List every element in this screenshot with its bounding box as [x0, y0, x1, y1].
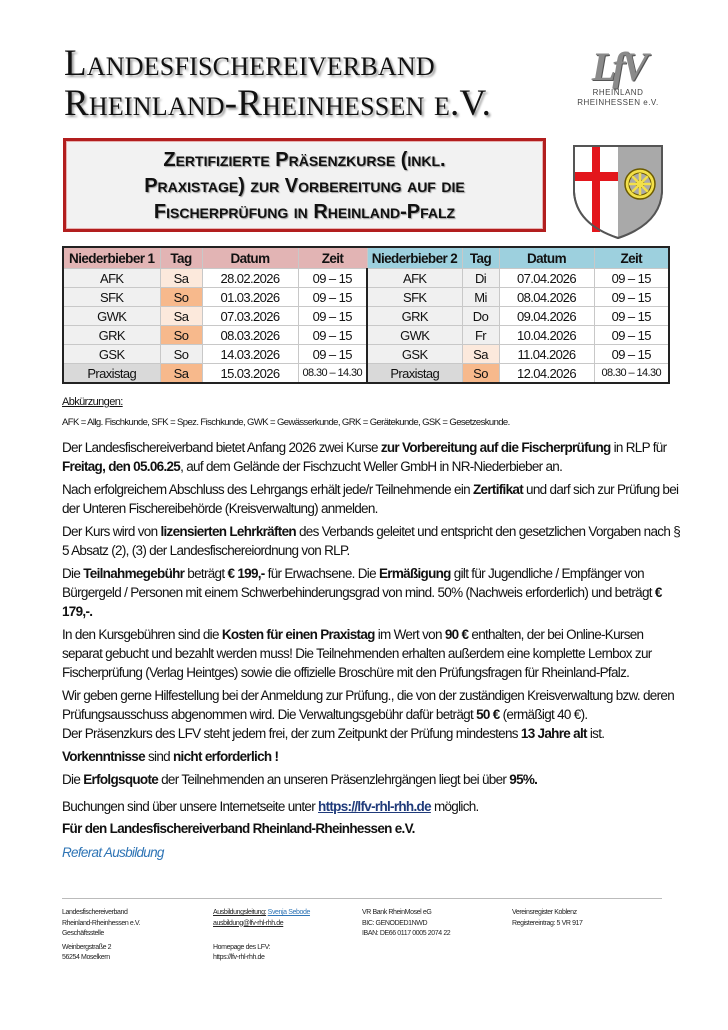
time-cell: 09 – 15 — [594, 326, 669, 345]
course-cell: SFK — [63, 288, 160, 307]
time-cell: 09 – 15 — [594, 288, 669, 307]
time-cell: 09 – 15 — [594, 345, 669, 364]
course-schedule-table — [62, 246, 670, 384]
contact-label: Ausbildungsleitung: — [213, 909, 267, 916]
emphasis: zur Vorbereitung auf die Fischerprüfung — [380, 440, 611, 455]
logo-text-line-2: RHEINHESSEN e.V. — [577, 98, 659, 107]
header-date-1: Datum — [202, 247, 298, 269]
course-cell: GWK — [367, 326, 462, 345]
time-cell: 08.30 – 14.30 — [298, 364, 367, 384]
date-cell: 01.03.2026 — [202, 288, 298, 307]
table-row — [63, 345, 669, 364]
day-cell: So — [160, 288, 202, 307]
day-cell: Fr — [462, 326, 499, 345]
day-cell: So — [160, 345, 202, 364]
day-cell: So — [462, 364, 499, 384]
footer-line: Rheinland-Rheinhessen e.V. — [62, 919, 141, 927]
paragraph-instructors — [62, 522, 682, 560]
text: des Verbands geleitet und entspricht den gesetzlichen Vorgaben nach § 5 Absatz (2), (3) der Landesfischereiordnung von RLP. — [62, 524, 680, 558]
text: für Erwachsene. Die — [264, 566, 379, 581]
footer-line: Geschäftsstelle — [62, 930, 104, 937]
organization-title — [64, 44, 491, 124]
time-cell: 09 – 15 — [594, 269, 669, 288]
emphasis: Teilnahmegebühr — [83, 566, 185, 581]
text: (ermäßigt 40 €). — [499, 707, 588, 722]
day-cell: Mi — [462, 288, 499, 307]
homepage-label: Homepage des LFV: — [213, 943, 271, 951]
emphasis: Freitag, den 05.06.25 — [62, 459, 181, 474]
text: In den Kursgebühren sind die — [62, 627, 222, 642]
bank-bic: BIC: GENODED1NWD — [362, 919, 428, 927]
date-cell: 07.03.2026 — [202, 307, 298, 326]
abbreviations-heading: Abkürzungen: — [62, 396, 123, 408]
emphasis: Erfolgsquote — [83, 772, 159, 787]
header-date-2: Datum — [499, 247, 594, 269]
date-cell: 10.04.2026 — [499, 326, 594, 345]
text: enthalten, der bei Online-Kursen separat gebucht und bezahlt werden muss! Die Teilnehmenden erhalten außerdem eine komplette Lernbox zur Fischerprüfung (Verlag Heintges) sowie die offizielle Broschüre mit den Prüfungsfragen für Rheinland-Pfalz. — [62, 627, 652, 680]
course-cell: GSK — [63, 345, 160, 364]
subtitle-line-2: Praxistage) zur Vorbereitung auf die — [144, 175, 465, 197]
homepage-url: https://lfv-rhl-rhh.de — [213, 954, 265, 961]
emphasis: 90 € — [444, 627, 469, 642]
register-number: Registereintrag: 5 VR 917 — [512, 919, 583, 927]
time-cell: 09 – 15 — [298, 288, 367, 307]
table-header-row — [63, 247, 669, 269]
lfv-logo-mark: LfV — [591, 44, 645, 89]
date-cell: 12.04.2026 — [499, 364, 594, 384]
lfv-logo — [570, 46, 666, 108]
text: Die — [62, 566, 84, 581]
paragraph-age — [62, 724, 682, 743]
text: Buchungen sind über unsere Internetseite unter — [62, 799, 319, 814]
text: und darf sich zur Prüfung bei der Unteren Fischereibehörde (Kreisverwaltung) anmelden. — [62, 482, 679, 516]
day-cell: Sa — [160, 269, 202, 288]
date-cell: 11.04.2026 — [499, 345, 594, 364]
text: Nach erfolgreichem Abschluss des Lehrgangs erhält jede/r Teilnehmende ein — [62, 482, 473, 497]
text: sind — [144, 749, 174, 764]
text: Wir geben gerne Hilfestellung bei der Anmeldung zur Prüfung., die von der zuständigen Kreisverwaltung bzw. deren Prüfungsausschuss abgenommen wird. Die Verwaltungsgebühr dafür beträgt — [62, 688, 675, 722]
table-row — [63, 269, 669, 288]
text: Der Kurs wird von — [62, 524, 161, 539]
footer-divider — [62, 898, 662, 899]
course-cell: AFK — [63, 269, 160, 288]
course-subtitle-box — [63, 138, 546, 232]
bank-name: VR Bank RheinMosel eG — [362, 909, 432, 916]
website-link[interactable]: https://lfv-rhl-rhh.de — [318, 799, 431, 814]
text: Die — [62, 772, 84, 787]
date-cell: 08.03.2026 — [202, 326, 298, 345]
text: , auf dem Gelände der Fischzucht Weller GmbH in NR-Niederbieber an. — [180, 459, 563, 474]
footer-line: Landesfischereiverband — [62, 909, 128, 916]
course-cell: Praxistag — [63, 364, 160, 384]
course-cell: SFK — [367, 288, 462, 307]
emphasis: Vorkenntnisse — [62, 749, 145, 764]
paragraph-certificate — [62, 480, 682, 518]
day-cell: So — [160, 326, 202, 345]
table-row — [63, 326, 669, 345]
day-cell: Sa — [160, 364, 202, 384]
contact-name-link[interactable]: Svenja Sebode — [267, 909, 310, 916]
signature-department: Referat Ausbildung — [62, 845, 164, 860]
course-cell: Praxistag — [367, 364, 462, 384]
paragraph-fees — [62, 564, 682, 621]
logo-text-line-1: RHEINLAND — [592, 88, 644, 97]
date-cell: 28.02.2026 — [202, 269, 298, 288]
paragraph-registration-help — [62, 686, 682, 724]
paragraph-practice-day — [62, 625, 682, 682]
date-cell: 07.04.2026 — [499, 269, 594, 288]
course-cell: GWK — [63, 307, 160, 326]
text: ist. — [586, 726, 605, 741]
table-row — [63, 288, 669, 307]
paragraph-success-rate — [62, 770, 682, 789]
time-cell: 08.30 – 14.30 — [594, 364, 669, 384]
emphasis: lizensierten Lehrkräften — [160, 524, 296, 539]
footer-line: Weinbergstraße 2 — [62, 943, 112, 951]
abbreviations-text: AFK = Allg. Fischkunde, SFK = Spez. Fischkunde, GWK = Gewässerkunde, GRK = Gerätekunde, GSK = Gesetzeskunde. — [62, 417, 510, 428]
paragraph-course-offer — [62, 438, 682, 476]
time-cell: 09 – 15 — [298, 345, 367, 364]
day-cell: Di — [462, 269, 499, 288]
course-cell: GSK — [367, 345, 462, 364]
text: in RLP für — [610, 440, 667, 455]
header-day-2: Tag — [462, 247, 499, 269]
subtitle-line-1: Zertifizierte Präsenzkurse (inkl. — [163, 149, 446, 171]
footer-bank — [362, 908, 450, 940]
time-cell: 09 – 15 — [298, 326, 367, 345]
time-cell: 09 – 15 — [298, 307, 367, 326]
date-cell: 09.04.2026 — [499, 307, 594, 326]
signature-organization: Für den Landesfischereiverband Rheinland-Rheinhessen e.V. — [62, 821, 415, 836]
body-text — [62, 438, 682, 820]
emphasis: 13 Jahre alt — [520, 726, 587, 741]
contact-email-link[interactable]: ausbildung@lfv-rhl-rhh.de — [213, 919, 284, 927]
text: gilt für Jugendliche / Empfänger von Bürgergeld / Personen mit einem Schwerbehinderungsgrad von mind. 50% (Nachweis erforderlich) und beträgt — [62, 566, 655, 600]
header-day-1: Tag — [160, 247, 202, 269]
paragraph-prior-knowledge — [62, 747, 682, 766]
text: Der Landesfischereiverband bietet Anfang 2026 zwei Kurse — [62, 440, 381, 455]
course-cell: GRK — [367, 307, 462, 326]
emphasis: 50 € — [476, 707, 500, 722]
emphasis: Zertifikat — [472, 482, 523, 497]
text: Der Präsenzkurs des LFV steht jedem frei, der zum Zeitpunkt der Prüfung mindestens — [62, 726, 521, 741]
date-cell: 15.03.2026 — [202, 364, 298, 384]
emphasis: Kosten für einen Praxistag — [221, 627, 375, 642]
header-location-2: Niederbieber 2 — [367, 247, 462, 269]
table-row — [63, 307, 669, 326]
header-time-1: Zeit — [298, 247, 367, 269]
footer-contact — [213, 908, 310, 964]
wheel-icon — [625, 169, 655, 199]
footer-register — [512, 908, 583, 929]
header-time-2: Zeit — [594, 247, 669, 269]
time-cell: 09 – 15 — [594, 307, 669, 326]
title-line-2: Rheinland-Rheinhessen e.V. — [64, 83, 492, 124]
day-cell: Sa — [462, 345, 499, 364]
course-cell: GRK — [63, 326, 160, 345]
date-cell: 14.03.2026 — [202, 345, 298, 364]
course-cell: AFK — [367, 269, 462, 288]
subtitle-line-3: Fischerprüfung in Rheinland-Pfalz — [153, 201, 456, 223]
bank-iban: IBAN: DE66 0117 0005 2074 22 — [362, 930, 451, 937]
text: beträgt — [184, 566, 228, 581]
time-cell: 09 – 15 — [298, 269, 367, 288]
day-cell: Do — [462, 307, 499, 326]
register-court: Vereinsregister Koblenz — [512, 909, 577, 916]
emphasis: nicht erforderlich ! — [173, 749, 279, 764]
text: möglich. — [430, 799, 479, 814]
title-line-1: Landesfischereiverband — [64, 43, 435, 84]
header-location-1: Niederbieber 1 — [63, 247, 160, 269]
emphasis: € 199,- — [227, 566, 265, 581]
footer-line: 56254 Moselkern — [62, 954, 110, 961]
paragraph-booking — [62, 797, 682, 816]
emphasis: 95%. — [509, 772, 538, 787]
text: der Teilnehmenden an unseren Präsenzlehrgängen liegt bei über — [158, 772, 510, 787]
table-row — [63, 364, 669, 384]
footer-address — [62, 908, 140, 964]
coat-of-arms-icon — [572, 144, 664, 240]
text: im Wert von — [374, 627, 445, 642]
emphasis: Ermäßigung — [378, 566, 451, 581]
day-cell: Sa — [160, 307, 202, 326]
date-cell: 08.04.2026 — [499, 288, 594, 307]
emphasis: € 179,-. — [62, 585, 662, 619]
